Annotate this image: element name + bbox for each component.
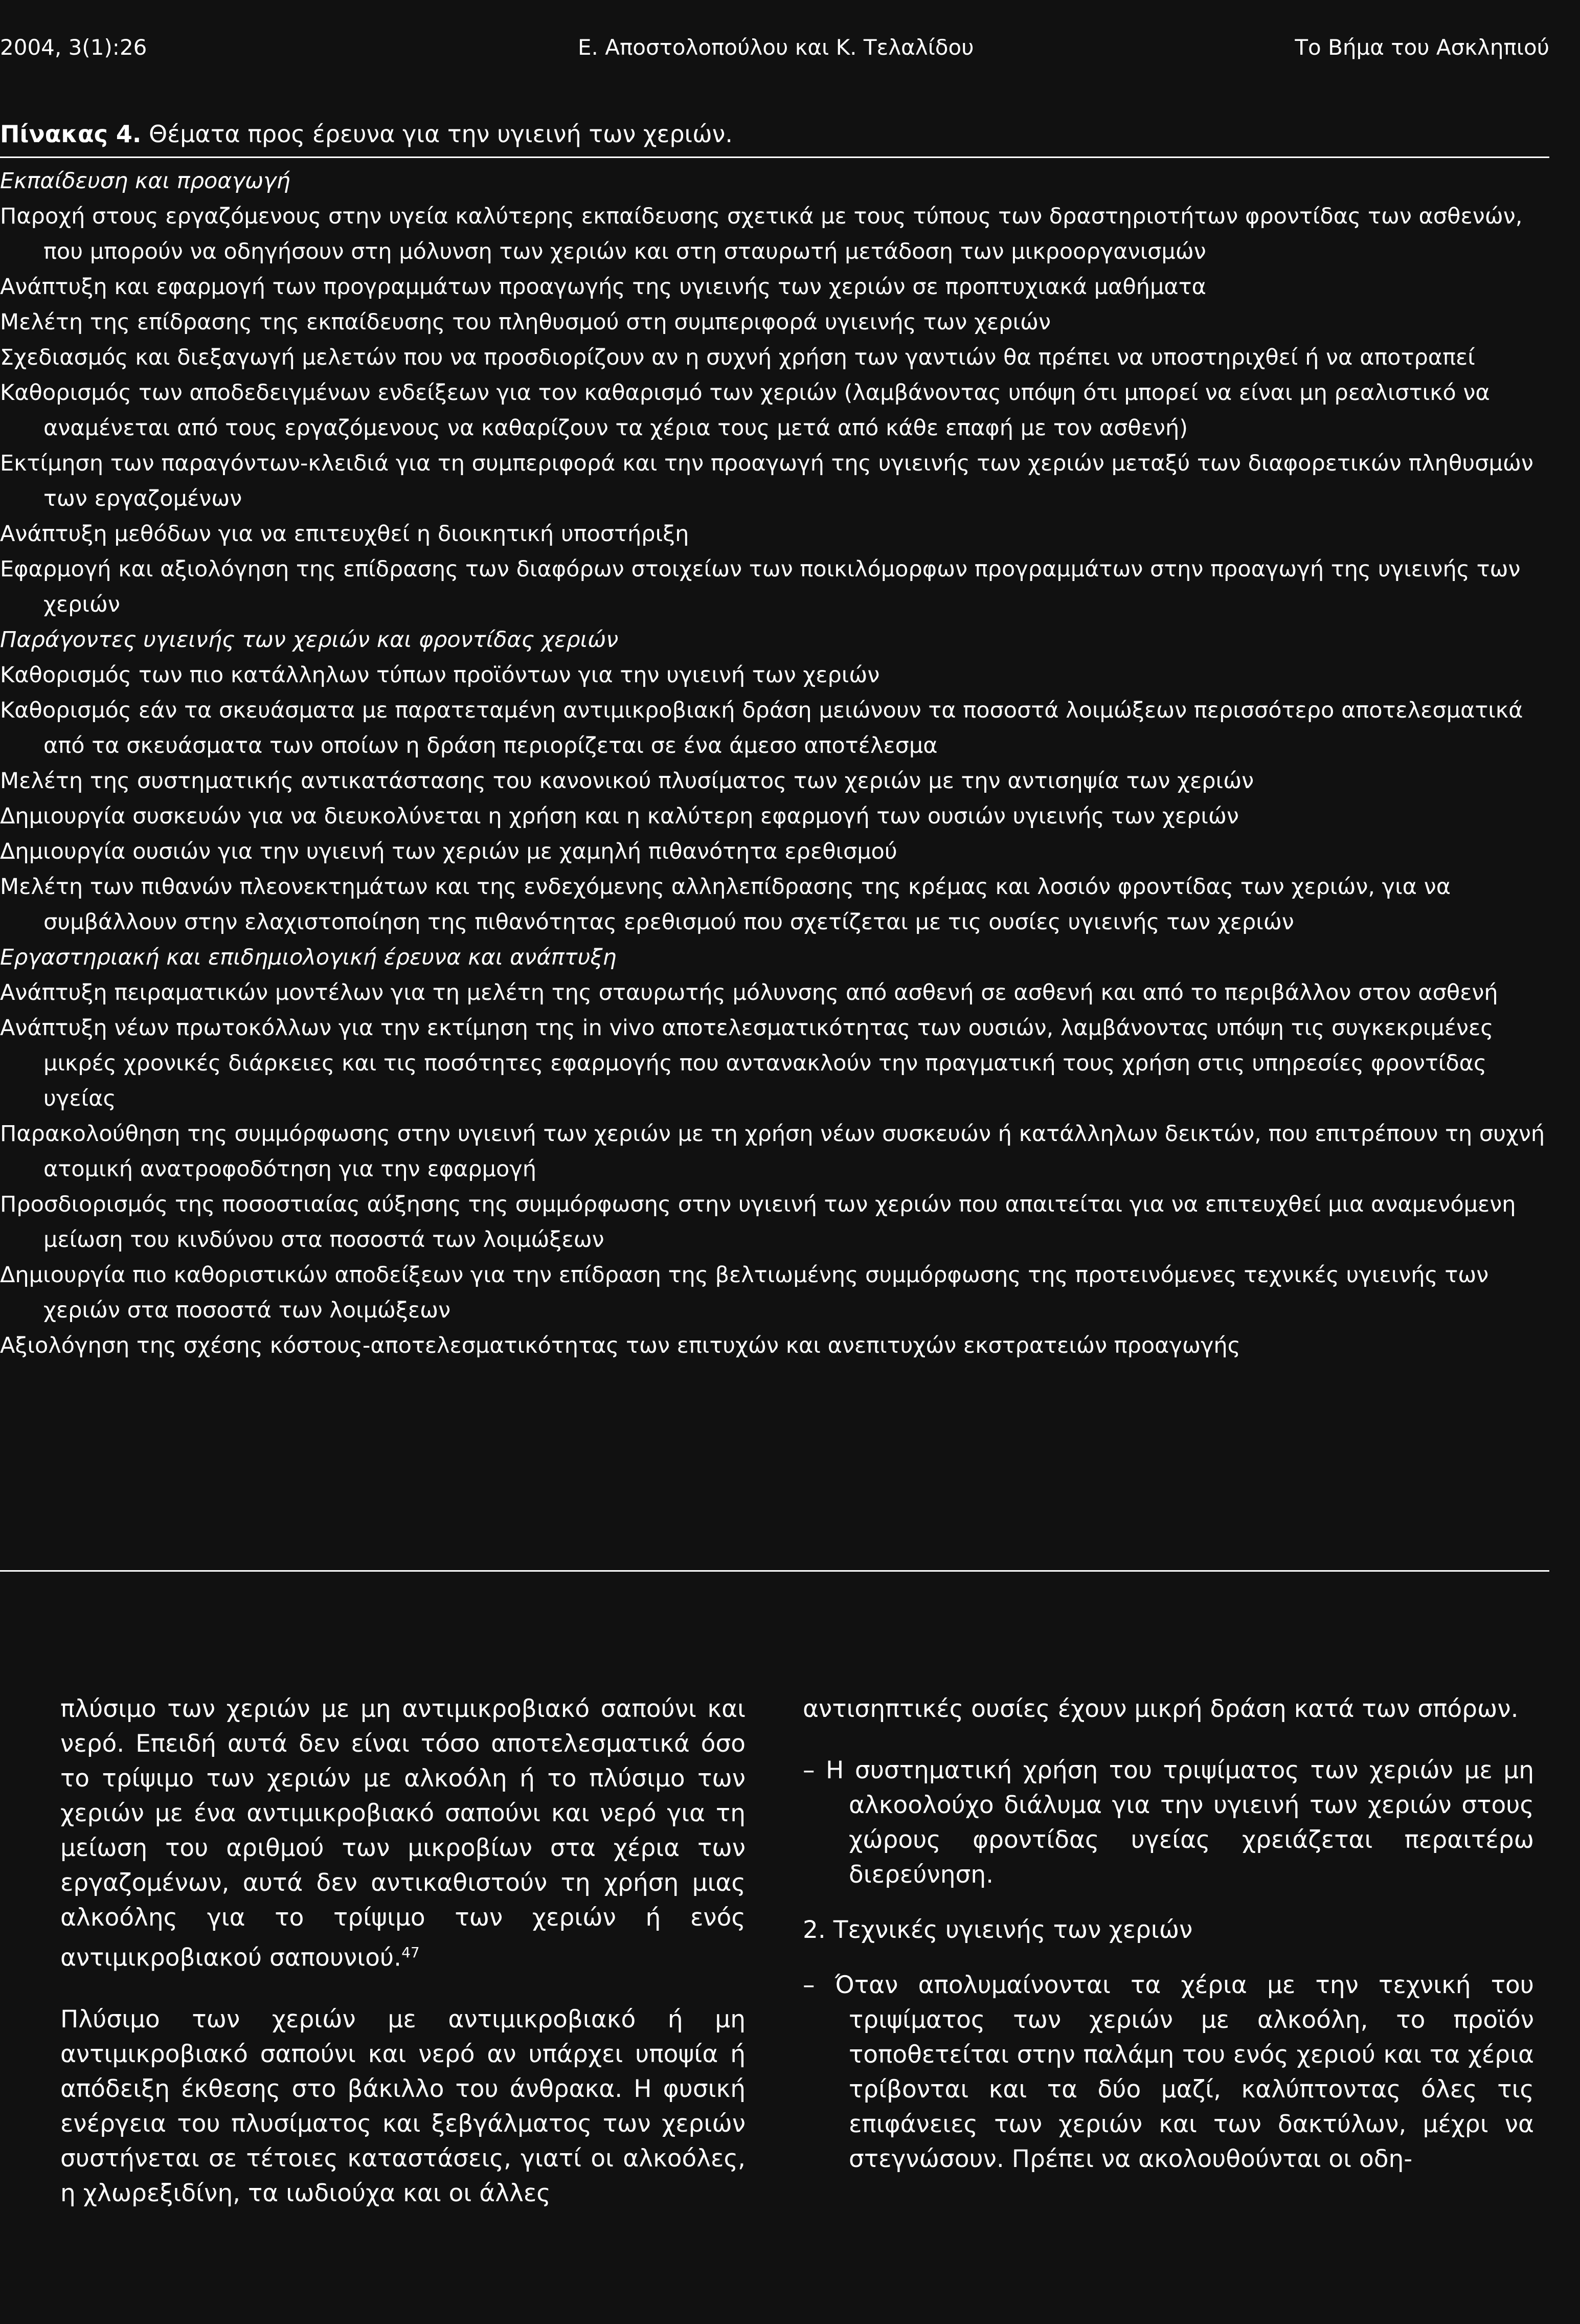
table-row: Παρακολούθηση της συμμόρφωσης στην υγιεινή των χεριών με τη χρήση νέων συσκευών ή κατάλληλων δεικτών, που επιτρέπουν τη συχνή ατομική ανατροφοδότηση για την εφαρμογή (0, 1121, 1545, 1182)
table-row: Ανάπτυξη νέων πρωτοκόλλων για την εκτίμηση της in vivo αποτελεσματικότητας των ουσιών, λαμβάνοντας υπόψη τις συγκεκριμένες μικρές χρονικές διάρκειες και τις ποσότητες εφαρμογής που αντανακλούν την πραγματική τους χρήση στις υπηρεσίες φροντίδας υγείας (0, 1015, 1494, 1111)
table-body (0, 164, 1549, 1364)
table-row: Εφαρμογή και αξιολόγηση της επίδρασης των διαφόρων στοιχείων των ποικιλόμορφων προγραμμάτων στην προαγωγή της υγιεινής των χεριών (0, 556, 1521, 617)
table-row: Παροχή στους εργαζόμενους στην υγεία καλύτερης εκπαίδευσης σχετικά με τους τύπους των δραστηριοτήτων φροντίδας των ασθενών, που μπορούν να οδηγήσουν στη μόλυνση των χεριών και στη σταυρωτή μετάδοση των μικροοργανισμών (0, 204, 1523, 264)
table-row: Μελέτη της επίδρασης της εκπαίδευσης του πληθυσμού στη συμπεριφορά υγιεινής των χεριών (0, 309, 1051, 335)
table-row: Δημιουργία συσκευών για να διευκολύνεται η χρήση και η καλύτερη εφαρμογή των ουσιών υγιεινής των χεριών (0, 803, 1239, 829)
table-row: Μελέτη των πιθανών πλεονεκτημάτων και της ενδεχόμενης αλληλεπίδρασης της κρέμας και λοσιόν φροντίδας των χεριών, για να συμβάλλουν στην ελαχιστοποίηση της πιθανότητας ερεθισμού που σχετίζεται με τις ουσίες υγιεινής των χεριών (0, 874, 1451, 935)
table-row: Ανάπτυξη πειραματικών μοντέλων για τη μελέτη της σταυρωτής μόλυνσης από ασθενή σε ασθενή και από το περιβάλλον στον ασθενή (0, 980, 1498, 1005)
table-row: Αξιολόγηση της σχέσης κόστους-αποτελεσματικότητας των επιτυχών και ανεπιτυχών εκστρατειών προαγωγής (0, 1333, 1240, 1358)
paragraph: αντισηπτικές ουσίες έχουν μικρή δράση κατά των σπόρων. (803, 1695, 1519, 1723)
table-bottom-rule (0, 1570, 1549, 1572)
table-row: Εκτίμηση των παραγόντων-κλειδιά για τη συμπεριφορά και την προαγωγή της υγιεινής των χεριών μεταξύ των διαφορετικών πληθυσμών των εργαζομένων (0, 451, 1533, 511)
table-row: Δημιουργία πιο καθοριστικών αποδείξεων για την επίδραση της βελτιωμένης συμμόρφωσης της προτεινόμενες τεχνικές υγιεινής των χεριών στα ποσοστά των λοιμώξεων (0, 1262, 1489, 1323)
table-row: Ανάπτυξη μεθόδων για να επιτευχθεί η διοικητική υποστήριξη (0, 521, 689, 547)
section-hand-hygiene-factors (0, 622, 1549, 940)
article-authors: Ε. Αποστολοπούλου και Κ. Τελαλίδου (578, 35, 974, 60)
page-content (0, 97, 1580, 2324)
section-title: Παράγοντες υγιεινής των χεριών και φροντίδας χεριών (0, 627, 619, 653)
table-row: Σχεδιασμός και διεξαγωγή μελετών που να προσδιορίζουν αν η συχνή χρήση των γαντιών θα πρέπει να υποστηριχθεί ή να αποτραπεί (0, 345, 1475, 370)
table-row: Καθορισμός εάν τα σκευάσματα με παρατεταμένη αντιμικροβιακή δράση μειώνουν τα ποσοστά λοιμώξεων περισσότερο αποτελεσματικά από τα σκευάσματα των οποίων η δράση περιορίζεται σε ένα άμεσο αποτέλεσμα (0, 698, 1523, 758)
table-title: Θέματα προς έρευνα για την υγιεινή των χεριών. (149, 120, 733, 148)
dash-list-item: – Όταν απολυμαίνονται τα χέρια με την τεχνική του τριψίματος των χεριών με αλκοόλη, το προϊόν τοποθετείται στην παλάμη του ενός χεριού και τα χέρια τρίβονται και τα δύο μαζί, καλύπτοντας όλες τις επιφάνειες των χεριών και των δακτύλων, μέχρι να στεγνώσουν. Πρέπει να ακολουθούνται οι οδη- (803, 1971, 1534, 2173)
table-row: Μελέτη της συστηματικής αντικατάστασης του κανονικού πλυσίματος των χεριών με την αντισηψία των χεριών (0, 768, 1254, 794)
numbered-heading: 2. Τεχνικές υγιεινής των χεριών (803, 1916, 1193, 1944)
section-lab-research (0, 940, 1549, 1364)
dash-list-item: – Η συστηματική χρήση του τριψίματος των χεριών με μη αλκοολούχο διάλυμα για την υγιεινή των χεριών στους χώρους φροντίδας υγείας χρειάζεται περαιτέρω διερεύνηση. (803, 1756, 1534, 1889)
table-row: Καθορισμός των πιο κατάλληλων τύπων προϊόντων για την υγιεινή των χεριών (0, 662, 880, 688)
left-column (60, 1692, 746, 2238)
section-title: Εκπαίδευση και προαγωγή (0, 168, 290, 194)
table-caption (0, 120, 733, 148)
paragraph-text: πλύσιμο των χεριών με μη αντιμικροβιακό σαπούνι και νερό. Επειδή αυτά δεν είναι τόσο αποτελεσματικά όσο το τρίψιμο των χεριών με αλκοόλη ή το πλύσιμο των χεριών με ένα αντιμικροβιακό σαπούνι και νερό για τη μείωση του αριθμού των μικροβίων στα χέρια των εργαζομένων, αυτά δεν αντικαθιστούν τη χρήση μιας αλκοόλης για το τρίψιμο των χεριών ή ενός αντιμικροβιακού σαπουνιού. (60, 1695, 746, 1972)
journal-name: Το Βήμα του Ασκληπιού (1295, 35, 1549, 60)
right-column (803, 1692, 1534, 2197)
section-title: Εργαστηριακή και επιδημιολογική έρευνα και ανάπτυξη (0, 945, 617, 970)
paragraph (60, 1692, 746, 1976)
table-row: Δημιουργία ουσιών για την υγιεινή των χεριών με χαμηλή πιθανότητα ερεθισμού (0, 839, 897, 864)
table-label: Πίνακας 4. (0, 120, 142, 148)
section-education (0, 164, 1549, 622)
journal-citation: 2004, 3(1):26 (0, 35, 147, 60)
reference-number: 47 (401, 1944, 420, 1961)
body-text (0, 1692, 1580, 2324)
table-row: Ανάπτυξη και εφαρμογή των προγραμμάτων προαγωγής της υγιεινής των χεριών σε προπτυχιακά μαθήματα (0, 274, 1206, 300)
table-row: Καθορισμός των αποδεδειγμένων ενδείξεων για τον καθαρισμό των χεριών (λαμβάνοντας υπόψη ότι μπορεί να είναι μη ρεαλιστικό να αναμένεται από τους εργαζόμενους να καθαρίζουν τα χέρια τους μετά από κάθε επαφή με τον ασθενή) (0, 380, 1490, 441)
paragraph: Πλύσιμο των χεριών με αντιμικροβιακό ή μη αντιμικροβιακό σαπούνι και νερό αν υπάρχει υποψία ή απόδειξη έκθεσης στο βάκιλλο του άνθρακα. Η φυσική ενέργεια του πλυσίματος και ξεβγάλματος των χεριών συστήνεται σε τέτοιες καταστάσεις, γιατί οι αλκοόλες, η χλωρεξιδίνη, τα ιωδιούχα και οι άλλες (60, 2005, 746, 2207)
table-row: Προσδιορισμός της ποσοστιαίας αύξησης της συμμόρφωσης στην υγιεινή των χεριών που απαιτείται για να επιτευχθεί μια αναμενόμενη μείωση του κινδύνου στα ποσοστά των λοιμώξεων (0, 1192, 1516, 1253)
table-top-rule (0, 157, 1549, 158)
page-header (0, 0, 1580, 97)
